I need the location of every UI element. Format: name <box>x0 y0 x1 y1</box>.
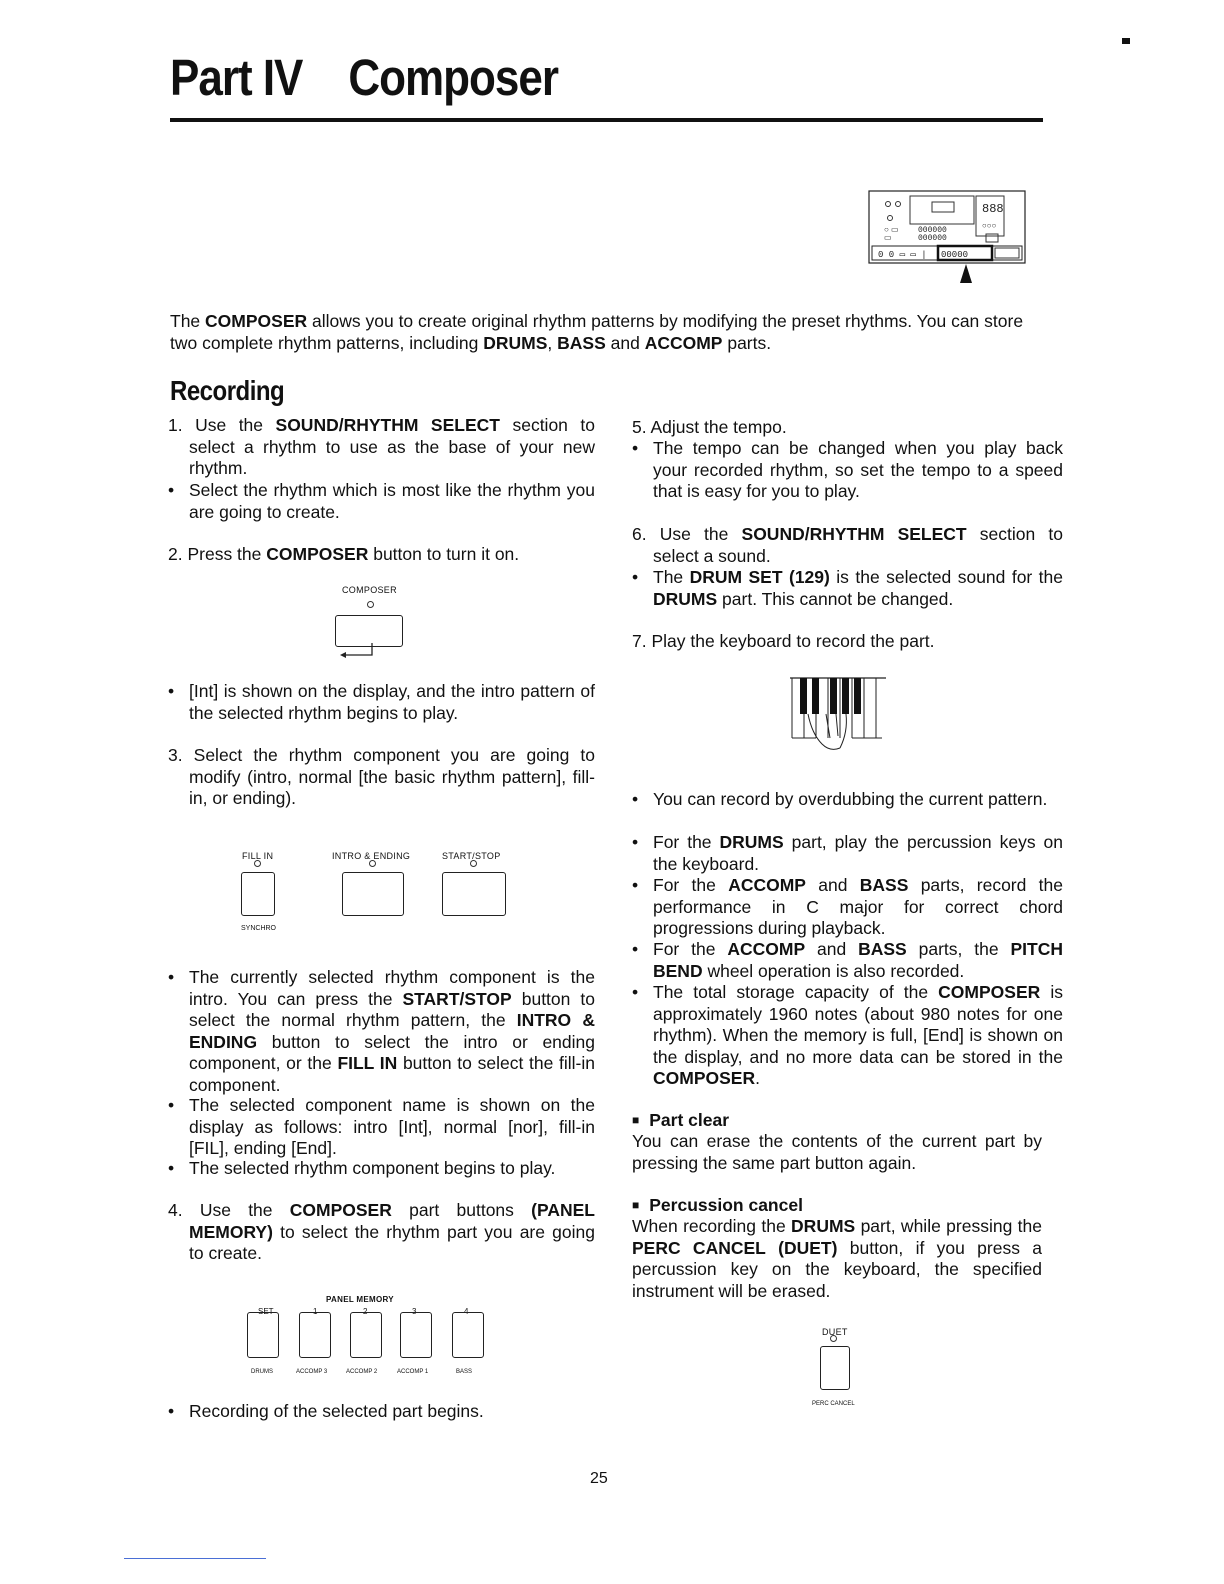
composer-label: COMPOSER <box>342 585 397 595</box>
bullet-storage-capacity: • The total storage capacity of the COMPOSER is approximately 1960 notes (about 980 notes for one rhythm). When the memory is full, [End] is shown on the display, and no more data can be stored in the COMPOSER. <box>632 982 1063 1090</box>
svg-text:▭: ▭ <box>884 233 892 242</box>
panel-memory-4-button[interactable] <box>452 1312 484 1358</box>
fill-in-led <box>254 860 261 867</box>
duet-label: DUET <box>822 1327 848 1337</box>
bullet-drum-set: • The DRUM SET (129) is the selected sound for the DRUMS part. This cannot be changed. <box>632 567 1063 610</box>
panel-memory-set-button[interactable] <box>247 1312 279 1358</box>
pm-top-3: 3 <box>412 1307 417 1316</box>
panel-memory-label: PANEL MEMORY <box>326 1295 394 1304</box>
panel-display-digits: 888 <box>982 202 1004 216</box>
pm-bottom-accomp3: ACCOMP 3 <box>296 1369 328 1375</box>
bullet-component-plays: • The selected rhythm component begins to play. <box>168 1158 595 1180</box>
step-7: 7. Play the keyboard to record the part. <box>632 631 935 651</box>
part-label: Part IV <box>170 50 303 107</box>
svg-text:○○○: ○○○ <box>982 222 997 231</box>
pm-bottom-bass: BASS <box>456 1369 473 1375</box>
title-rule <box>170 118 1043 122</box>
bullet-tempo: • The tempo can be changed when you play back your recorded rhythm, so set the tempo to a speed that is easy for you to play. <box>632 438 1063 503</box>
part-clear-heading: ■ Part clear <box>632 1110 1042 1134</box>
perc-cancel-label: PERC CANCEL <box>812 1401 855 1407</box>
svg-text:00000: 00000 <box>941 250 969 260</box>
part-clear-text: You can erase the contents of the current part by pressing the same part button again. <box>632 1131 1042 1173</box>
svg-text:0 0 ▭ ▭ |: 0 0 ▭ ▭ | <box>878 250 927 260</box>
pm-top-set: SET <box>258 1307 274 1316</box>
pm-bottom-drums: DRUMS <box>251 1369 273 1375</box>
bullet-current-component: • The currently selected rhythm component is the intro. You can press the START/STOP button to select the normal rhythm pattern, the INTRO & ENDING button to select the intro or ending component, or the FILL IN button to select the fill-in component. <box>168 967 595 1096</box>
svg-text:000000: 000000 <box>918 226 947 235</box>
pointer-arrow-icon <box>340 643 380 659</box>
chapter-title: Composer <box>348 50 558 107</box>
pm-top-2: 2 <box>363 1307 368 1316</box>
footer-line <box>124 1558 266 1559</box>
panel-memory-2-button[interactable] <box>350 1312 382 1358</box>
bullet-component-names: • The selected component name is shown on the display as follows: intro [Int], normal [nor], fill-in [FIL], ending [End]. <box>168 1095 595 1160</box>
intro-paragraph: The COMPOSER allows you to create original rhythm patterns by modifying the preset rhythms. You can store two complete rhythm patterns, including DRUMS, BASS and ACCOMP parts. <box>170 311 1024 353</box>
intro-ending-led <box>369 860 376 867</box>
svg-text:○ ▭: ○ ▭ <box>884 225 899 234</box>
bullet-overdub: • You can record by overdubbing the current pattern. <box>632 789 1063 811</box>
step-4: 4. Use the COMPOSER part buttons (PANEL MEMORY) to select the rhythm part you are going to create. <box>168 1200 595 1263</box>
start-stop-button[interactable] <box>442 872 506 916</box>
pm-top-1: 1 <box>313 1307 318 1316</box>
step-1: 1. Use the SOUND/RHYTHM SELECT section to select a rhythm to use as the base of your new rhythm. <box>168 415 595 478</box>
panel-memory-3-button[interactable] <box>400 1312 432 1358</box>
fill-in-button[interactable] <box>241 872 275 916</box>
bullet-accomp-bass: • For the ACCOMP and BASS parts, record the performance in C major for correct chord progressions during playback. <box>632 875 1063 940</box>
pm-top-4: 4 <box>464 1307 469 1316</box>
bullet-drums-part: • For the DRUMS part, play the percussion keys on the keyboard. <box>632 832 1063 875</box>
panel-overview-illustration <box>868 190 1028 285</box>
perc-cancel-text: When recording the DRUMS part, while pressing the PERC CANCEL (DUET) button, if you press a percussion key on the keyboard, the specified instrument will be erased. <box>632 1216 1042 1301</box>
perc-cancel-heading: ■ Percussion cancel <box>632 1195 1042 1219</box>
start-stop-led <box>470 860 477 867</box>
step-2: 2. Press the COMPOSER button to turn it on. <box>168 544 520 564</box>
step-6: 6. Use the SOUND/RHYTHM SELECT section to select a sound. <box>632 524 1063 566</box>
composer-led <box>367 601 374 608</box>
duet-led <box>830 1335 837 1342</box>
bullet-select-rhythm: • Select the rhythm which is most like the rhythm you are going to create. <box>168 480 595 523</box>
bullet-pitch-bend: • For the ACCOMP and BASS parts, the PITCH BEND wheel operation is also recorded. <box>632 939 1063 982</box>
corner-mark <box>1122 38 1130 44</box>
page-title <box>170 50 558 108</box>
intro-ending-button[interactable] <box>342 872 404 916</box>
duet-perc-cancel-button[interactable] <box>820 1346 850 1390</box>
bullet-recording-begins: • Recording of the selected part begins. <box>168 1401 595 1423</box>
page-number: 25 <box>590 1470 608 1487</box>
panel-memory-1-button[interactable] <box>299 1312 331 1358</box>
intro-ending-label: INTRO & ENDING <box>332 851 411 861</box>
start-stop-label: START/STOP <box>442 851 501 861</box>
fill-in-label: FILL IN <box>242 851 274 861</box>
pm-bottom-accomp2: ACCOMP 2 <box>346 1369 378 1375</box>
synchro-label: SYNCHRO <box>241 925 277 932</box>
step-3: 3. Select the rhythm component you are going to modify (intro, normal [the basic rhythm pattern], fill-in, or ending). <box>168 745 595 808</box>
svg-text:000000: 000000 <box>918 234 947 243</box>
step-5: 5. Adjust the tempo. <box>632 417 787 437</box>
section-heading: Recording <box>170 376 285 408</box>
keyboard-hand-illustration <box>786 676 890 760</box>
pm-bottom-accomp1: ACCOMP 1 <box>397 1369 429 1375</box>
bullet-int-shown: • [Int] is shown on the display, and the intro pattern of the selected rhythm begins to play. <box>168 681 595 724</box>
